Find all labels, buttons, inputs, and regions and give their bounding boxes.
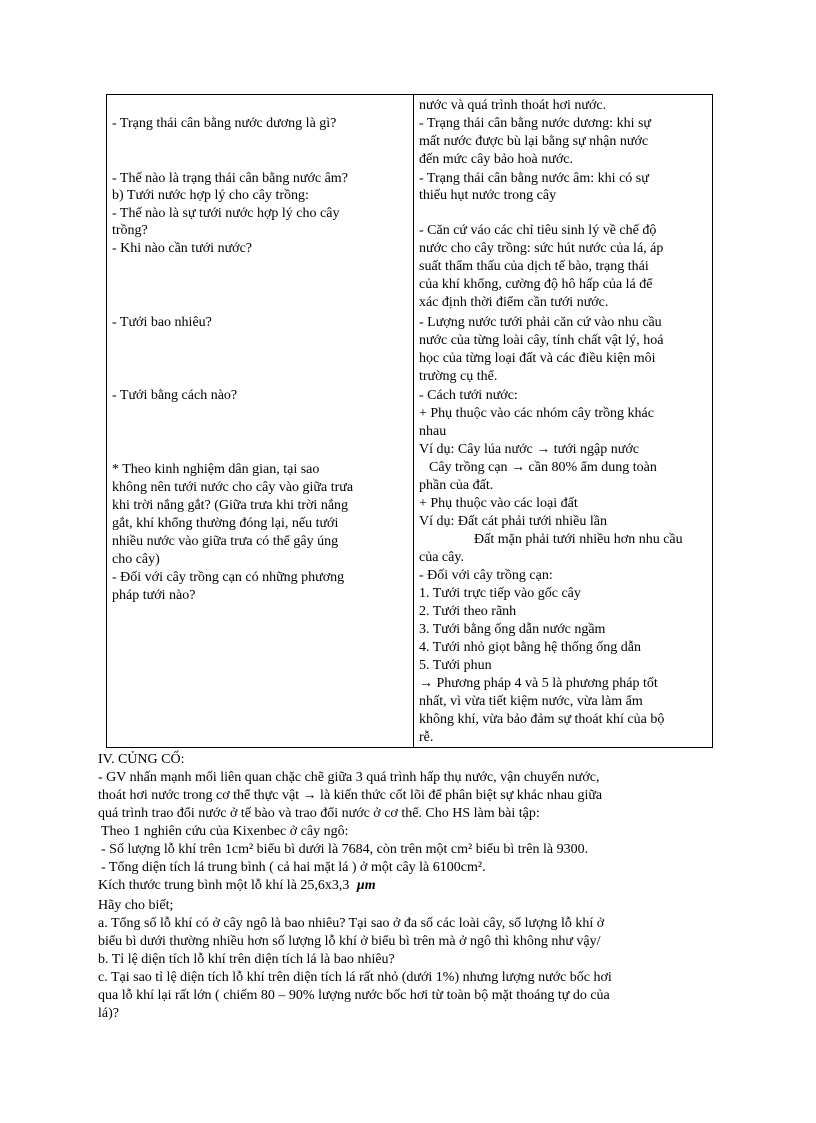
answer-line: nước cho cây trồng: sức hút nước của lá, áp bbox=[419, 241, 664, 256]
question-line: pháp tưới nào? bbox=[112, 588, 196, 603]
answer-line: nước và quá trình thoát hơi nước. bbox=[419, 98, 607, 113]
summary-line: quá trình trao đổi nước ở tế bào và trao đổi nước ở cơ thể. Cho HS làm bài tập: bbox=[98, 806, 540, 821]
answer-line: + Phụ thuộc vào các loại đất bbox=[419, 496, 578, 511]
answer-line: - Trạng thái cân bằng nước dương: khi sự bbox=[419, 116, 651, 131]
answer-line: 1. Tưới trực tiếp vào gốc cây bbox=[419, 586, 581, 601]
answer-line: - Lượng nước tưới phải căn cứ vào nhu cầu bbox=[419, 315, 662, 330]
answer-line: 4. Tưới nhỏ giọt bằng hệ thống ống dẫn bbox=[419, 640, 641, 655]
micrometer-unit: μm bbox=[356, 878, 376, 893]
question-line: - Trạng thái cân bằng nước dương là gì? bbox=[112, 116, 337, 131]
answer-line: 5. Tưới phun bbox=[419, 658, 492, 673]
question-line: - Tưới bằng cách nào? bbox=[112, 388, 238, 403]
question-line: - Thế nào là sự tưới nước hợp lý cho cây bbox=[112, 206, 340, 221]
summary-line: biểu bì dưới thường nhiều hơn số lượng lỗ khí ở biểu bì trên mà ở ngô thì không như vậy/ bbox=[98, 934, 601, 949]
question-line: - Khi nào cần tưới nước? bbox=[112, 241, 252, 256]
answer-line: rễ. bbox=[419, 730, 434, 745]
answer-line: không khí, vừa bảo đảm sự thoát khí của bộ bbox=[419, 712, 665, 727]
summary-line: - Số lượng lỗ khí trên 1cm² biểu bì dưới là 7684, còn trên một cm² biểu bì trên là 9300. bbox=[101, 842, 589, 857]
answer-line: xác định thời điểm cần tưới nước. bbox=[419, 295, 609, 310]
summary-line: b. Tỉ lệ diện tích lỗ khí trên diện tích lá là bao nhiêu? bbox=[98, 952, 395, 967]
answer-line: nước của từng loài cây, tính chất vật lý, hoá bbox=[419, 333, 664, 348]
answer-line: - Trạng thái cân bằng nước âm: khi có sự bbox=[419, 171, 649, 186]
summary-line: a. Tổng số lỗ khí có ở cây ngô là bao nhiêu? Tại sao ở đa số các loài cây, số lượng lỗ khí ở bbox=[98, 916, 605, 931]
answer-line: - Căn cứ váo các chỉ tiêu sinh lý về chế độ bbox=[419, 223, 657, 238]
question-line: khi trời nắng gắt? (Giữa trưa khi trời nắng bbox=[112, 498, 349, 513]
answer-line: Đất mặn phải tưới nhiều hơn nhu cầu bbox=[474, 532, 683, 547]
question-line: cho cây) bbox=[112, 552, 160, 567]
qa-table bbox=[106, 94, 713, 748]
answer-line: học của từng loại đất và các điều kiện môi bbox=[419, 351, 656, 366]
answer-line: trường cụ thể. bbox=[419, 369, 498, 384]
answer-line: + Phụ thuộc vào các nhóm cây trồng khác bbox=[419, 406, 654, 421]
question-line: không nên tưới nước cho cây vào giữa trưa bbox=[112, 480, 354, 495]
question-line: trồng? bbox=[112, 223, 148, 238]
question-line: - Tưới bao nhiêu? bbox=[112, 315, 212, 330]
answer-line: Ví dụ: Cây lúa nước → tưới ngập nước bbox=[419, 442, 639, 457]
answer-line: của khí khổng, cường độ hô hấp của lá để bbox=[419, 277, 653, 292]
dimension-text: Kích thước trung bình một lỗ khí là 25,6x3,3 bbox=[98, 878, 350, 893]
answer-line: - Đối với cây trồng cạn: bbox=[419, 568, 553, 583]
answer-line: nhất, vì vừa tiết kiệm nước, vừa làm ẩm bbox=[419, 694, 643, 709]
answer-line: - Cách tưới nước: bbox=[419, 388, 518, 403]
answer-line: suất thẩm thấu của dịch tế bào, trạng thái bbox=[419, 259, 649, 274]
answer-line: → Phương pháp 4 và 5 là phương pháp tốt bbox=[419, 676, 658, 691]
summary-line: Theo 1 nghiên cứu của Kixenbec ở cây ngô: bbox=[101, 824, 349, 839]
summary-line bbox=[98, 877, 376, 894]
answer-line: 3. Tưới bằng ống dẫn nước ngầm bbox=[419, 622, 606, 637]
section-heading: IV. CỦNG CỐ: bbox=[98, 752, 185, 767]
answer-line: Cây trồng cạn → cần 80% ẩm dung toàn bbox=[429, 460, 657, 475]
answer-line: của cây. bbox=[419, 550, 464, 565]
question-line: * Theo kinh nghiệm dân gian, tại sao bbox=[112, 462, 320, 477]
question-line: b) Tưới nước hợp lý cho cây trồng: bbox=[112, 188, 309, 203]
summary-line: thoát hơi nước trong cơ thể thực vật → là kiến thức cốt lõi để phân biệt sự khác nhau giữa bbox=[98, 788, 603, 803]
answer-line: mất nước được bù lại bằng sự nhận nước bbox=[419, 134, 649, 149]
answer-line: 2. Tưới theo rãnh bbox=[419, 604, 517, 619]
question-line: gắt, khí khổng thường đóng lại, nếu tưới bbox=[112, 516, 339, 531]
question-line: - Đối với cây trồng cạn có những phương bbox=[112, 570, 345, 585]
question-line: - Thế nào là trạng thái cân bằng nước âm? bbox=[112, 171, 348, 186]
answer-line: thiếu hụt nước trong cây bbox=[419, 188, 557, 203]
answer-line: nhau bbox=[419, 424, 447, 439]
answer-line: phần của đất. bbox=[419, 478, 494, 493]
summary-line: - GV nhấn mạnh mối liên quan chặc chẽ giữa 3 quá trình hấp thụ nước, vận chuyển nước, bbox=[98, 770, 600, 785]
question-column bbox=[107, 95, 414, 748]
summary-line: lá)? bbox=[98, 1006, 119, 1021]
summary-line: c. Tại sao tỉ lệ diện tích lỗ khí trên diện tích lá rất nhỏ (dưới 1%) nhưng lượng nước bốc hơi bbox=[98, 970, 612, 985]
summary-line: Hãy cho biết; bbox=[98, 898, 174, 913]
summary-line: qua lỗ khí lại rất lớn ( chiếm 80 – 90% lượng nước bốc hơi từ toàn bộ mặt thoáng tự do của bbox=[98, 988, 610, 1003]
answer-column bbox=[414, 95, 713, 748]
answer-line: Ví dụ: Đất cát phải tưới nhiều lần bbox=[419, 514, 608, 529]
summary-line: - Tổng diện tích lá trung bình ( cả hai mặt lá ) ở một cây là 6100cm². bbox=[101, 860, 486, 875]
question-line: nhiều nước vào giữa trưa có thể gây úng bbox=[112, 534, 339, 549]
answer-line: đến mức cây bảo hoà nước. bbox=[419, 152, 573, 167]
